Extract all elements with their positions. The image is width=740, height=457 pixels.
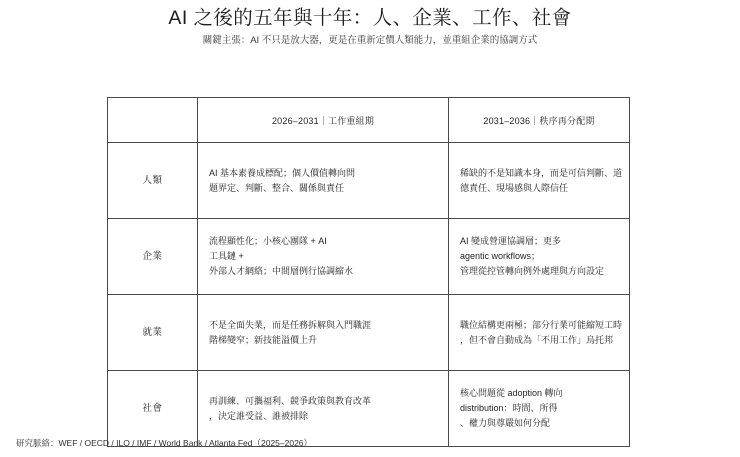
slide-header <box>0 6 740 47</box>
page-subtitle: 關鍵主張：AI 不只是放大器，更是在重新定價人類能力，並重組企業的協調方式 <box>202 35 538 46</box>
table-row <box>108 219 630 295</box>
cell-text-line: AI 變成營運協調層；更多 <box>460 236 562 246</box>
table-header <box>108 98 630 143</box>
cell-text-line: 流程顯性化；小核心團隊 + AI <box>209 236 327 246</box>
table-corner-cell <box>108 98 198 143</box>
cell-employment-far <box>449 295 630 371</box>
cell-text-line: 管理從控管轉向例外處理與方向設定 <box>460 266 605 276</box>
table-body <box>108 143 630 447</box>
column-header-far-term: 2031–2036｜秩序再分配期 <box>449 98 630 143</box>
row-label-humans: 人類 <box>108 143 198 219</box>
table-row <box>108 295 630 371</box>
cell-enterprise-near <box>198 219 449 295</box>
timeline-matrix-table <box>107 97 630 447</box>
cell-text-line: 再訓練、可攜福利、競爭政策與教育改革 <box>209 395 372 406</box>
matrix-table-container <box>107 97 629 447</box>
cell-text-line: 核心問題從 adoption 轉向 <box>460 388 563 398</box>
cell-society-near <box>198 371 449 447</box>
row-label-employment: 就業 <box>108 295 198 371</box>
cell-text-line: AI 基本素養成標配；個人價值轉向問 <box>209 167 356 178</box>
cell-humans-near <box>198 143 449 219</box>
cell-text-line: 不是全面失業，而是任務拆解與入門職涯 <box>209 319 372 330</box>
table-row <box>108 371 630 447</box>
cell-text-line: ，決定誰受益、誰被排除 <box>209 410 309 421</box>
column-header-near-term: 2026–2031｜工作重組期 <box>198 98 449 143</box>
row-label-enterprise: 企業 <box>108 219 198 295</box>
table-header-row <box>108 98 630 143</box>
cell-text-line: 職位結構更兩極；部分行業可能縮短工時 <box>460 319 623 330</box>
cell-society-far <box>449 371 630 447</box>
page-title: AI 之後的五年與十年：人、企業、工作、社會 <box>168 7 572 29</box>
cell-humans-far <box>449 143 630 219</box>
cell-text-line: 階梯變窄；新技能溢價上升 <box>209 334 318 345</box>
row-label-society: 社會 <box>108 371 198 447</box>
cell-text-line: 、權力與尊嚴如何分配 <box>460 418 551 428</box>
cell-enterprise-far <box>449 219 630 295</box>
cell-text-line: 外部人才網絡；中間層例行協調縮水 <box>209 266 354 276</box>
source-note: 研究脈絡：WEF / OECD / ILO / IMF / World Bank / Atlanta Fed（2025–2026） <box>16 438 313 448</box>
cell-text-line: 題界定、判斷、整合、關係與責任 <box>209 182 345 193</box>
table-row <box>108 143 630 219</box>
cell-employment-near <box>198 295 449 371</box>
cell-text-line: distribution：時間、所得 <box>460 403 558 413</box>
cell-text-line: ，但不會自動成為「不用工作」烏托邦 <box>460 334 614 345</box>
cell-text-line: 工具鏈 + <box>209 251 244 261</box>
cell-text-line: 德責任、現場感與人際信任 <box>460 182 569 193</box>
cell-text-line: 稀缺的不是知識本身，而是可信判斷、道 <box>460 167 623 178</box>
cell-text-line: agentic workflows； <box>460 251 541 261</box>
